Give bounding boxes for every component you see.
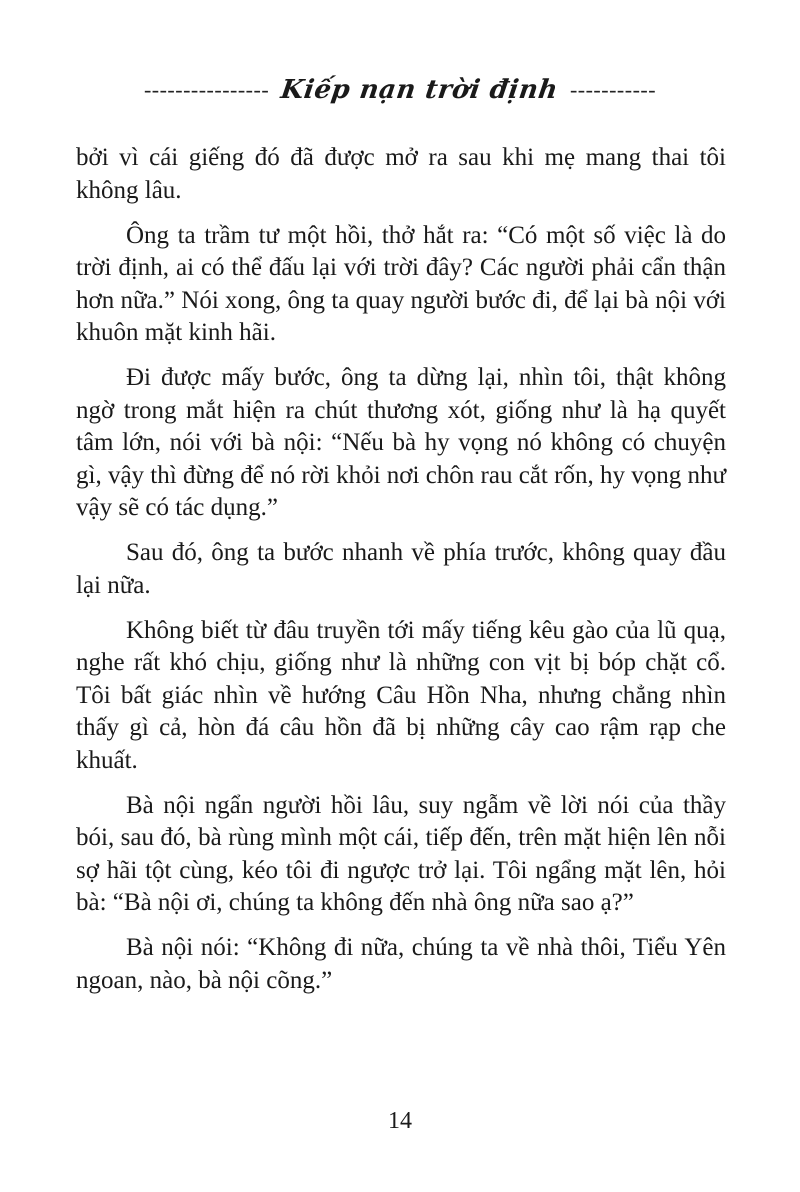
paragraph-3: Đi được mấy bước, ông ta dừng lại, nhìn tôi, thật không ngờ trong mắt hiện ra chút thương xót, giống như là hạ quyết tâm lớn, nói với bà nội: “Nếu bà hy vọng nó không có chuyện gì, vậy thì đừng để nó rời khỏi nơi chôn rau cắt rốn, hy vọng như vậy sẽ có tác dụng.”	[76, 364, 726, 521]
chapter-title: Kiếp nạn trời định	[279, 75, 561, 105]
paragraph-5: Không biết từ đâu truyền tới mấy tiếng kêu gào của lũ quạ, nghe rất khó chịu, giống như là những con vịt bị bóp chặt cổ. Tôi bất giác nhìn về hướng Câu Hồn Nha, nhưng chẳng nhìn thấy gì cả, hòn đá câu hồn đã bị những cây cao rậm rạp che khuất.	[76, 616, 726, 774]
body-text	[76, 142, 726, 1010]
header-dash-right: -----------	[569, 77, 657, 102]
running-header	[100, 68, 700, 112]
paragraph-7: Bà nội nói: “Không đi nữa, chúng ta về nhà thôi, Tiểu Yên ngoan, nào, bà nội cõng.”	[76, 934, 726, 994]
paragraph-2: Ông ta trầm tư một hồi, thở hắt ra: “Có một số việc là do trời định, ai có thể đấu lại với trời đây? Các người phải cẩn thận hơn nữa.” Nói xong, ông ta quay người bước đi, để lại bà nội với khuôn mặt kinh hãi.	[76, 221, 726, 346]
header-dash-left: ----------------	[143, 77, 270, 102]
paragraph-1: bởi vì cái giếng đó đã được mở ra sau khi mẹ mang thai tôi không lâu.	[76, 144, 726, 204]
paragraph-6: Bà nội ngẩn người hồi lâu, suy ngẫm về lời nói của thầy bói, sau đó, bà rùng mình một cái, tiếp đến, trên mặt hiện lên nỗi sợ hãi tột cùng, kéo tôi đi ngược trở lại. Tôi ngẩng mặt lên, hỏi bà: “Bà nội ơi, chúng ta không đến nhà ông nữa sao ạ?”	[76, 791, 726, 916]
paragraph-4: Sau đó, ông ta bước nhanh về phía trước, không quay đầu lại nữa.	[76, 539, 726, 599]
page-number: 14	[388, 1108, 412, 1134]
